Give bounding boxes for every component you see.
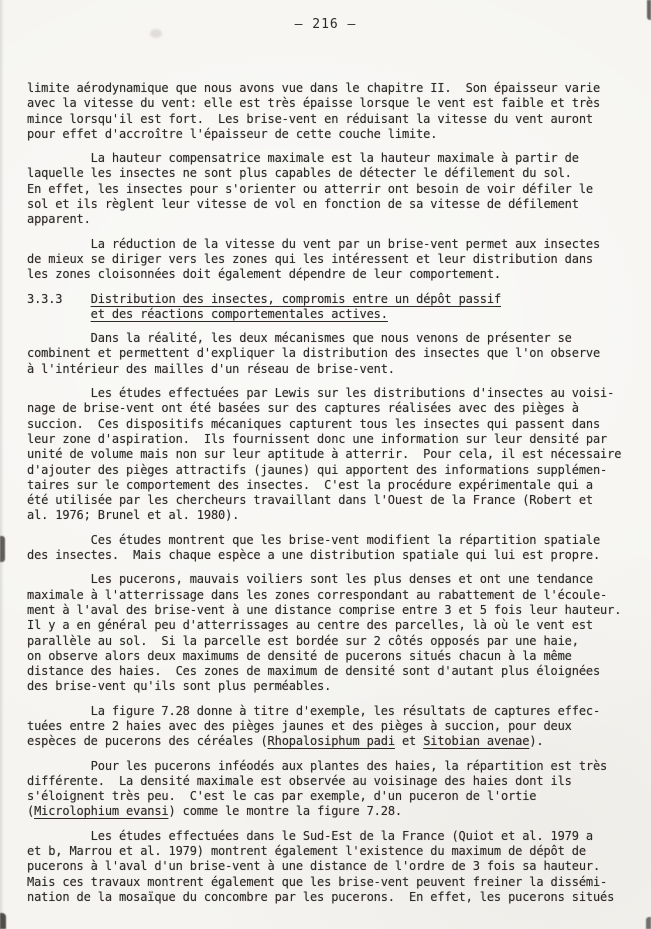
text-segment: Les études effectuées par Lewis sur les distributions d'insectes au voisi-	[27, 386, 615, 401]
text-segment: à l'intérieur des mailles d'un réseau de brise-vent.	[27, 361, 395, 376]
scan-smudge-right-bottom	[646, 917, 651, 929]
text-line	[27, 890, 641, 905]
paragraph-hauteur-compensatrice	[27, 151, 641, 227]
text-line	[27, 572, 641, 587]
page-number: – 216 –	[294, 17, 357, 32]
paragraph-couche-limite	[27, 81, 641, 142]
text-segment: al. 1976; Brunel et al. 1980).	[27, 508, 240, 523]
paragraph-etudes-lewis	[27, 386, 641, 524]
text-segment: La hauteur compensatrice maximale est la hauteur maximale à partir de	[27, 151, 579, 166]
text-segment: ) comme le montre la figure 7.28.	[168, 804, 402, 819]
text-segment: Pour les pucerons inféodés aux plantes des haies, la répartition est très	[27, 758, 608, 773]
text-line	[27, 679, 641, 694]
text-segment: Les études effectuées dans le Sud-Est de la France (Quiot et al. 1979 a	[27, 828, 593, 843]
text-line	[27, 478, 641, 493]
text-segment: pour effet d'accroître l'épaisseur de cette couche limite.	[27, 126, 438, 141]
text-line	[27, 463, 641, 478]
text-line	[27, 267, 641, 282]
text-segment: maximale à l'atterrissage dans les zones correspondant au rabattement de l'écoule-	[27, 587, 608, 602]
text-segment: d'ajouter des pièges attractifs (jaunes) qui apportent des informations supplémen-	[27, 462, 608, 477]
text-line	[27, 859, 641, 874]
text-line	[27, 719, 641, 734]
text-line	[27, 774, 641, 789]
paragraph-deux-mecanismes	[27, 331, 641, 377]
text-segment: sol et ils règlent leur vitesse de vol en fonction de sa vitesse de défilement	[27, 197, 579, 212]
text-segment: avec la vitesse du vent: elle est très épaisse lorsque le vent est faible et très	[27, 96, 601, 111]
text-segment: combinent et permettent d'expliquer la distribution des insectes que l'on observe	[27, 346, 601, 361]
text-segment: leur zone d'aspiration. Ils fournissent donc une information sur leur densité par	[27, 431, 608, 446]
text-segment: nation de la mosaïque du concombre par les pucerons. En effet, les pucerons situés	[27, 889, 615, 904]
text-line	[27, 331, 641, 346]
text-line	[27, 292, 641, 307]
paragraph-pucerons-voiliers	[27, 572, 641, 694]
text-line	[27, 362, 641, 377]
text-line	[27, 197, 641, 212]
text-line	[27, 252, 641, 267]
text-segment: de mieux se diriger vers les zones qui les intéressent et leur distribution dans	[27, 251, 593, 266]
text-segment: pucerons à l'aval d'un brise-vent à une distance de l'ordre de 3 fois sa hauteur.	[27, 859, 601, 874]
text-line	[27, 789, 641, 804]
text-segment: Les pucerons, mauvais voiliers sont les plus denses et ont une tendance	[27, 572, 593, 587]
text-line	[27, 603, 641, 618]
text-line	[27, 664, 641, 679]
text-line	[27, 307, 641, 322]
text-line	[27, 447, 641, 462]
text-line	[27, 875, 641, 890]
text-line	[27, 804, 641, 819]
scan-smudge-left-middle	[0, 536, 5, 562]
text-segment: La réduction de la vitesse du vent par un brise-vent permet aux insectes	[27, 236, 601, 251]
page-header	[0, 17, 651, 32]
text-line	[27, 533, 641, 548]
paragraph-reduction-vitesse	[27, 237, 641, 283]
text-segment: Ces études montrent que les brise-vent modifient la répartition spatiale	[27, 532, 601, 547]
section-heading-3-3-3	[27, 292, 641, 323]
text-line	[27, 96, 641, 111]
text-segment	[27, 307, 91, 321]
text-segment: et	[394, 734, 424, 749]
text-segment: des brise-vent qu'ils sont plus perméables.	[27, 679, 332, 694]
page-body	[27, 81, 641, 914]
text-segment: été utilisée par les chercheurs travaillant dans l'Ouest de la France (Robert et	[27, 493, 593, 508]
text-segment: ).	[529, 734, 544, 749]
text-segment: taires sur le comportement des insectes. C'est la procédure expérimentale qui a	[27, 477, 593, 492]
scan-smudge-left-bottom	[0, 913, 6, 929]
text-segment: (	[27, 804, 35, 819]
paragraph-pucerons-haies	[27, 759, 641, 820]
text-segment: les zones cloisonnées doit également dépendre de leur comportement.	[27, 267, 501, 282]
underlined-text: Microlophium evansi	[34, 804, 169, 819]
text-line	[27, 704, 641, 719]
text-segment: limite aérodynamique que nous avons vue dans le chapitre II. Son épaisseur varie	[27, 81, 601, 95]
text-segment: des insectes. Mais chaque espèce a une distribution spatiale qui lui est propre.	[27, 548, 601, 563]
paragraph-sud-est-france	[27, 829, 641, 905]
text-line	[27, 151, 641, 166]
text-line	[27, 386, 641, 401]
text-segment: différente. La densité maximale est observée au voisinage des haies dont ils	[27, 773, 572, 788]
text-line	[27, 401, 641, 416]
text-line	[27, 649, 641, 664]
text-segment: laquelle les insectes ne sont plus capables de détecter le défilement du sol.	[27, 166, 572, 181]
text-segment: et b, Marrou et al. 1979) montrent également l'existence du maximum de dépôt de	[27, 844, 586, 859]
text-line	[27, 548, 641, 563]
text-line	[27, 237, 641, 252]
text-line	[27, 734, 641, 749]
paragraph-repartition-spatiale	[27, 533, 641, 564]
text-segment: Il y a en général peu d'atterrissages au centre des parcelles, là où le vent est	[27, 618, 593, 633]
scan-edge-shadow-left	[0, 0, 4, 929]
text-line	[27, 432, 641, 447]
text-segment: 3.3.3	[27, 291, 63, 306]
text-line	[27, 829, 641, 844]
text-segment: unité de volume mais non sur leur aptitude à atterrir. Pour cela, il est nécessaire	[27, 447, 622, 462]
text-line	[27, 844, 641, 859]
text-line	[27, 112, 641, 127]
text-segment: apparent.	[27, 212, 91, 227]
underlined-text: et des réactions comportementales actives.	[90, 306, 388, 321]
text-line	[27, 182, 641, 197]
text-line	[27, 81, 641, 96]
text-segment: parallèle au sol. Si la parcelle est bordée sur 2 côtés opposés par une haie,	[27, 633, 579, 648]
text-segment: Dans la réalité, les deux mécanismes que nous venons de présenter se	[27, 331, 572, 346]
text-segment: La figure 7.28 donne à titre d'exemple, les résultats de captures effec-	[27, 703, 601, 718]
underlined-text: Sitobian avenae	[423, 734, 530, 749]
text-segment: distance des haies. Ces zones de maximum de densité sont d'autant plus éloignées	[27, 664, 601, 679]
text-line	[27, 508, 641, 523]
text-segment: tuées entre 2 haies avec des pièges jaunes et des pièges à succion, pour deux	[27, 718, 572, 733]
text-segment: espèces de pucerons des céréales (	[27, 734, 268, 749]
text-line	[27, 493, 641, 508]
text-line	[27, 346, 641, 361]
text-line	[27, 618, 641, 633]
text-segment	[62, 292, 90, 306]
text-segment: succion. Ces dispositifs mécaniques capturent tous les insectes qui passent dans	[27, 416, 601, 431]
text-line	[27, 759, 641, 774]
text-segment: ment à l'aval des brise-vent à une distance comprise entre 3 et 5 fois leur hauteur.	[27, 602, 622, 617]
text-line	[27, 212, 641, 227]
underlined-text: Distribution des insectes, compromis entre un dépôt passif	[90, 291, 502, 306]
underlined-text: Rhopalosiphum padi	[267, 734, 395, 749]
text-segment: on observe alors deux maximums de densité de pucerons situés chacun à la même	[27, 648, 572, 663]
paragraph-figure-728	[27, 704, 641, 750]
text-line	[27, 417, 641, 432]
text-line	[27, 588, 641, 603]
text-segment: nage de brise-vent ont été basées sur des captures réalisées avec des pièges à	[27, 401, 579, 416]
text-line	[27, 166, 641, 181]
text-line	[27, 127, 641, 142]
text-segment: s'éloignent très peu. C'est le cas par exemple, d'un puceron de l'ortie	[27, 789, 537, 804]
text-segment: mince lorsqu'il est fort. Les brise-vent en réduisant la vitesse du vent auront	[27, 111, 593, 126]
text-line	[27, 634, 641, 649]
text-segment: Mais ces travaux montrent également que les brise-vent peuvent freiner la dissémi-	[27, 874, 608, 889]
text-segment: En effet, les insectes pour s'orienter ou atterrir ont besoin de voir défiler le	[27, 181, 593, 196]
